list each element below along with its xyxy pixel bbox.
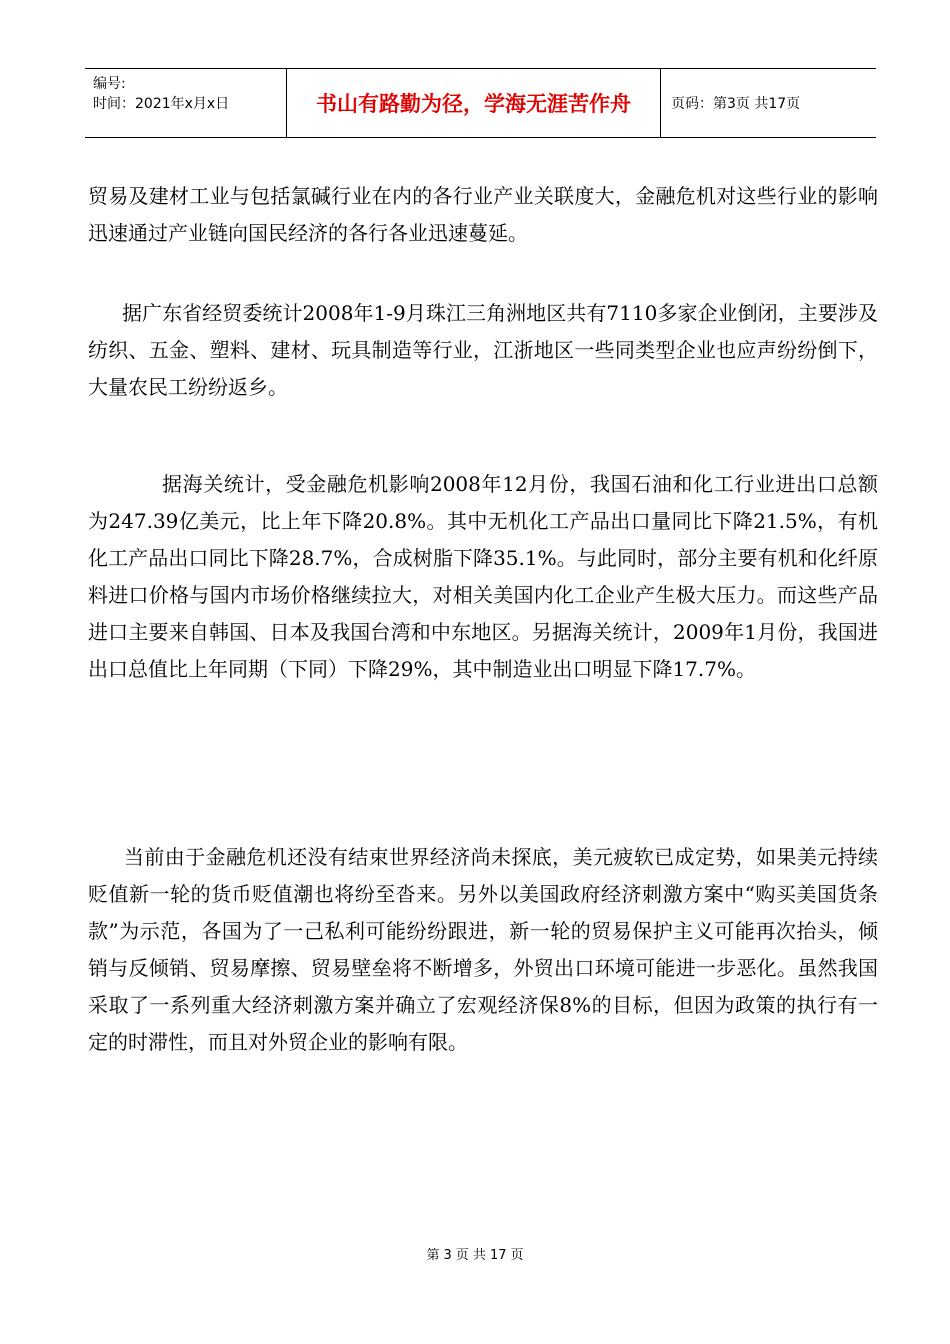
footer-mid: 页 共 — [455, 1248, 486, 1263]
paragraph-3 — [88, 466, 878, 688]
header-meta — [85, 69, 287, 137]
paragraph-text: 当前由于金融危机还没有结束世界经济尚未探底，美元疲软已成定势，如果美元持续贬值新一轮的货币贬值潮也将纷至沓来。另外以美国政府经济刺激方案中“购买美国货条款”为示范，各国为了一己私利可能纷纷跟进，新一轮的贸易保护主义可能再次抬头，倾销与反倾销、贸易摩擦、贸易壁垒将不断增多，外贸出口环境可能进一步恶化。虽然我国采取了一系列重大经济刺激方案并确立了宏观经济保8%的目标，但因为政策的执行有一定的时滞性，而且对外贸企业的影响有限。 — [88, 845, 878, 1054]
paragraph-2 — [88, 295, 878, 406]
header-motto: 书山有路勤为径，学海无涯苦作舟 — [287, 69, 661, 137]
document-time-label: 时间：2021年x月x日 — [93, 96, 230, 112]
paragraph-text: 贸易及建材工业与包括氯碱行业在内的各行业产业关联度大，金融危机对这些行业的影响迅速通过产业链向国民经济的各行各业迅速蔓延。 — [88, 184, 878, 245]
paragraph-1 — [88, 178, 878, 252]
header-page-info: 页码：第3页 共17页 — [671, 96, 801, 112]
footer-page-total: 17 — [489, 1248, 507, 1263]
page-header — [85, 68, 876, 138]
document-number-label: 编号: — [93, 76, 126, 92]
paragraph-4 — [88, 839, 878, 1061]
paragraph-text: 据广东省经贸委统计2008年1-9月珠江三角洲地区共有7110多家企业倒闭，主要涉及纺织、五金、塑料、建材、玩具制造等行业，江浙地区一些同类型企业也应声纷纷倒下，大量农民工纷纷返乡。 — [88, 301, 878, 399]
footer-page-current: 3 — [443, 1248, 452, 1263]
page-footer — [0, 1244, 950, 1263]
footer-suffix: 页 — [510, 1248, 524, 1263]
paragraph-text: 据海关统计，受金融危机影响2008年12月份，我国石油和化工行业进出口总额为247.39亿美元，比上年下降20.8%。其中无机化工产品出口量同比下降21.5%，有机化工产品出口同比下降28.7%，合成树脂下降35.1%。与此同时，部分主要有机和化纤原料进口价格与国内市场价格继续拉大，对相关美国内化工企业产生极大压力。而这些产品进口主要来自韩国、日本及我国台湾和中东地区。另据海关统计，2009年1月份，我国进出口总值比上年同期（下同）下降29%，其中制造业出口明显下降17.7%。 — [88, 472, 878, 681]
footer-prefix: 第 — [426, 1248, 440, 1263]
